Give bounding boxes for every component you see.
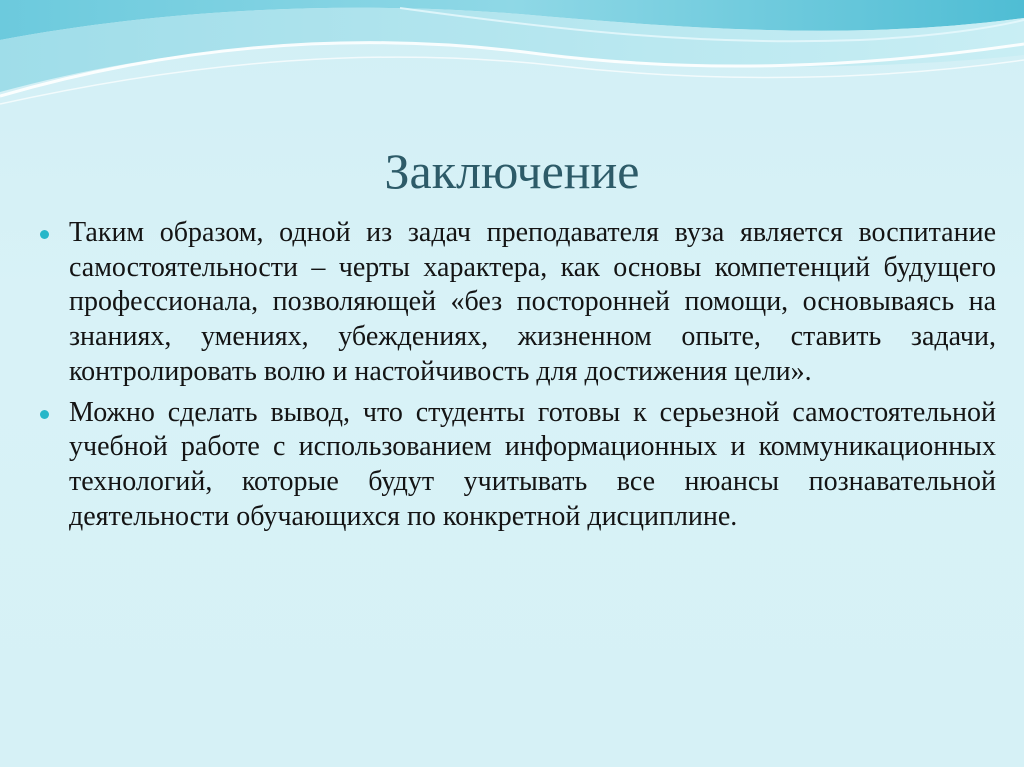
bullet-text: Таким образом, одной из задач преподавателя вуза является воспитание самостоятельности – черты характера, как основы компетенций будущего профессионала, позволяющей «без посторонней помощи, основываясь на знаниях, умениях, убеждениях, жизненном опыте, ставить задачи, контролировать волю и настойчивость для достижения цели». xyxy=(69,217,996,387)
bullet-dot-icon xyxy=(40,410,49,419)
bullet-dot-icon xyxy=(40,230,49,239)
decorative-wave-header xyxy=(0,0,1024,120)
list-item xyxy=(40,396,996,535)
bullet-list xyxy=(40,216,996,540)
slide-title: Заключение xyxy=(384,143,640,199)
bullet-text: Можно сделать вывод, что студенты готовы к серьезной самостоятельной учебной работе с использованием информационных и коммуникационных технологий, которые будут учитывать все нюансы познавательной деятельности обучающихся по конкретной дисциплине. xyxy=(69,396,996,532)
list-item xyxy=(40,216,996,390)
